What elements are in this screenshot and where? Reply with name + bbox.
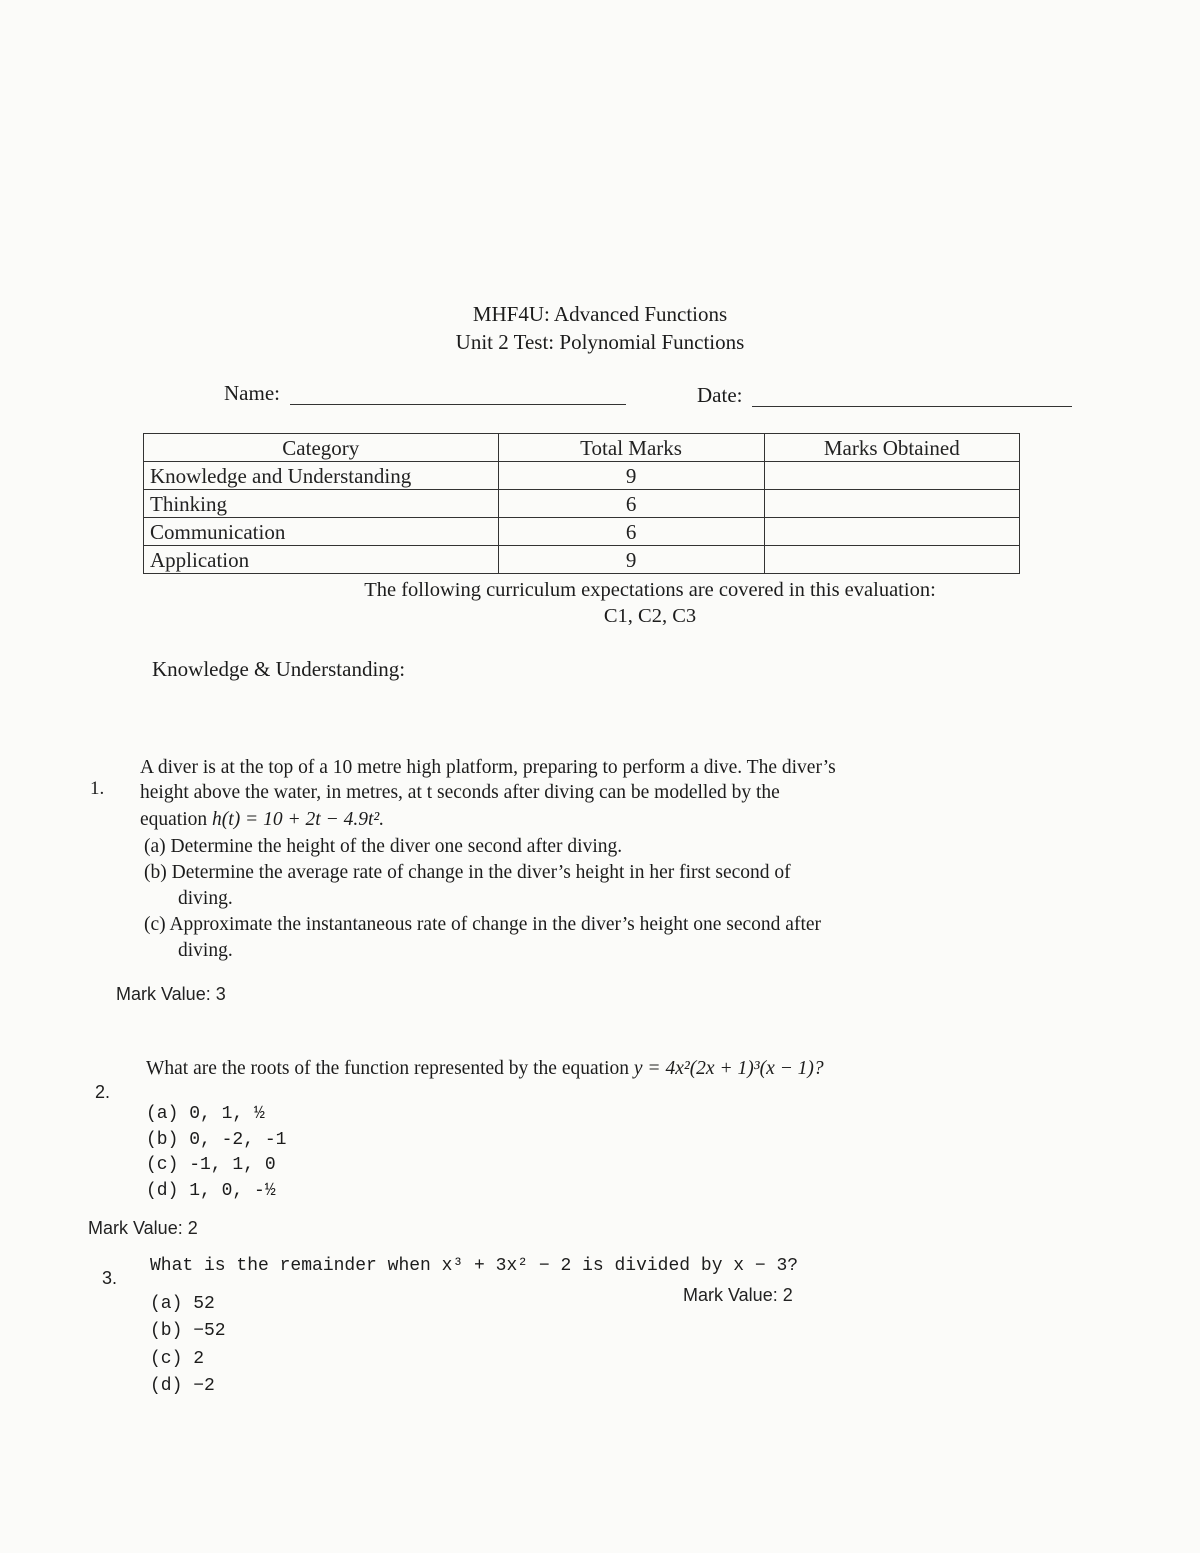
expectations-line: The following curriculum expectations are covered in this evaluation:	[364, 579, 936, 601]
row-category: Thinking	[144, 490, 499, 518]
q1-part-c-cont: diving.	[178, 940, 233, 961]
row-category: Communication	[144, 518, 499, 546]
q2-equation: y = 4x²(2x + 1)³(x − 1)?	[633, 1058, 824, 1079]
name-line[interactable]	[290, 404, 626, 405]
header-marks-obtained: Marks Obtained	[764, 434, 1019, 462]
row-category: Application	[144, 546, 499, 574]
q1-line1: A diver is at the top of a 10 metre high platform, preparing to perform a dive. The diver’s	[140, 757, 836, 778]
table-row	[144, 518, 1020, 546]
table-row	[144, 490, 1020, 518]
q1-part-b: (b) Determine the average rate of change in the diver’s height in her first second of	[144, 862, 791, 883]
row-total: 6	[498, 518, 764, 546]
course-title: MHF4U: Advanced Functions	[472, 302, 728, 326]
q1-part-a: (a) Determine the height of the diver one second after diving.	[144, 836, 623, 857]
date-label: Date:	[697, 383, 743, 407]
row-obtained[interactable]	[764, 462, 1019, 490]
q2-option-d[interactable]: (d) 1, 0, -½	[146, 1181, 276, 1201]
q2-stem	[146, 1056, 824, 1081]
q1-part-b-cont: diving.	[178, 888, 233, 909]
q3-mark-value: Mark Value: 2	[683, 1285, 793, 1305]
q3-stem: What is the remainder when x³ + 3x² − 2 is divided by x − 3?	[150, 1256, 799, 1276]
q1-equation-prefix: equation	[140, 809, 213, 830]
q3-option-a[interactable]: (a) 52	[150, 1294, 215, 1314]
rubric-table	[143, 433, 1020, 574]
row-obtained[interactable]	[764, 490, 1019, 518]
row-total: 9	[498, 546, 764, 574]
unit-title: Unit 2 Test: Polynomial Functions	[455, 330, 745, 354]
row-total: 6	[498, 490, 764, 518]
row-obtained[interactable]	[764, 546, 1019, 574]
q2-mark-value: Mark Value: 2	[88, 1218, 198, 1238]
table-header-row	[144, 434, 1020, 462]
q1-number: 1.	[90, 778, 105, 799]
row-total: 9	[498, 462, 764, 490]
section-title: Knowledge & Understanding:	[152, 657, 406, 681]
q3-option-b[interactable]: (b) −52	[150, 1321, 226, 1341]
q2-stem-text: What are the roots of the function represented by the equation	[146, 1058, 634, 1079]
q1-equation: h(t) = 10 + 2t − 4.9t².	[212, 809, 385, 830]
table-row	[144, 546, 1020, 574]
header-total-marks: Total Marks	[498, 434, 764, 462]
q3-number: 3.	[102, 1268, 118, 1288]
table-row	[144, 462, 1020, 490]
q1-part-c: (c) Approximate the instantaneous rate of change in the diver’s height one second after	[144, 914, 822, 935]
q1-line3	[140, 807, 384, 832]
row-obtained[interactable]	[764, 518, 1019, 546]
header-category: Category	[144, 434, 499, 462]
q1-mark-value: Mark Value: 3	[116, 984, 226, 1004]
name-label: Name:	[224, 381, 280, 405]
q2-option-c[interactable]: (c) -1, 1, 0	[146, 1155, 276, 1175]
q3-option-c[interactable]: (c) 2	[150, 1349, 205, 1369]
q3-option-d[interactable]: (d) −2	[150, 1376, 215, 1396]
q2-number: 2.	[95, 1082, 111, 1102]
q1-line2: height above the water, in metres, at t seconds after diving can be modelled by the	[140, 782, 780, 803]
date-line[interactable]	[752, 406, 1072, 407]
q2-option-a[interactable]: (a) 0, 1, ½	[146, 1104, 265, 1124]
q2-option-b[interactable]: (b) 0, -2, -1	[146, 1130, 287, 1150]
expectations-codes: C1, C2, C3	[603, 605, 697, 627]
row-category: Knowledge and Understanding	[144, 462, 499, 490]
